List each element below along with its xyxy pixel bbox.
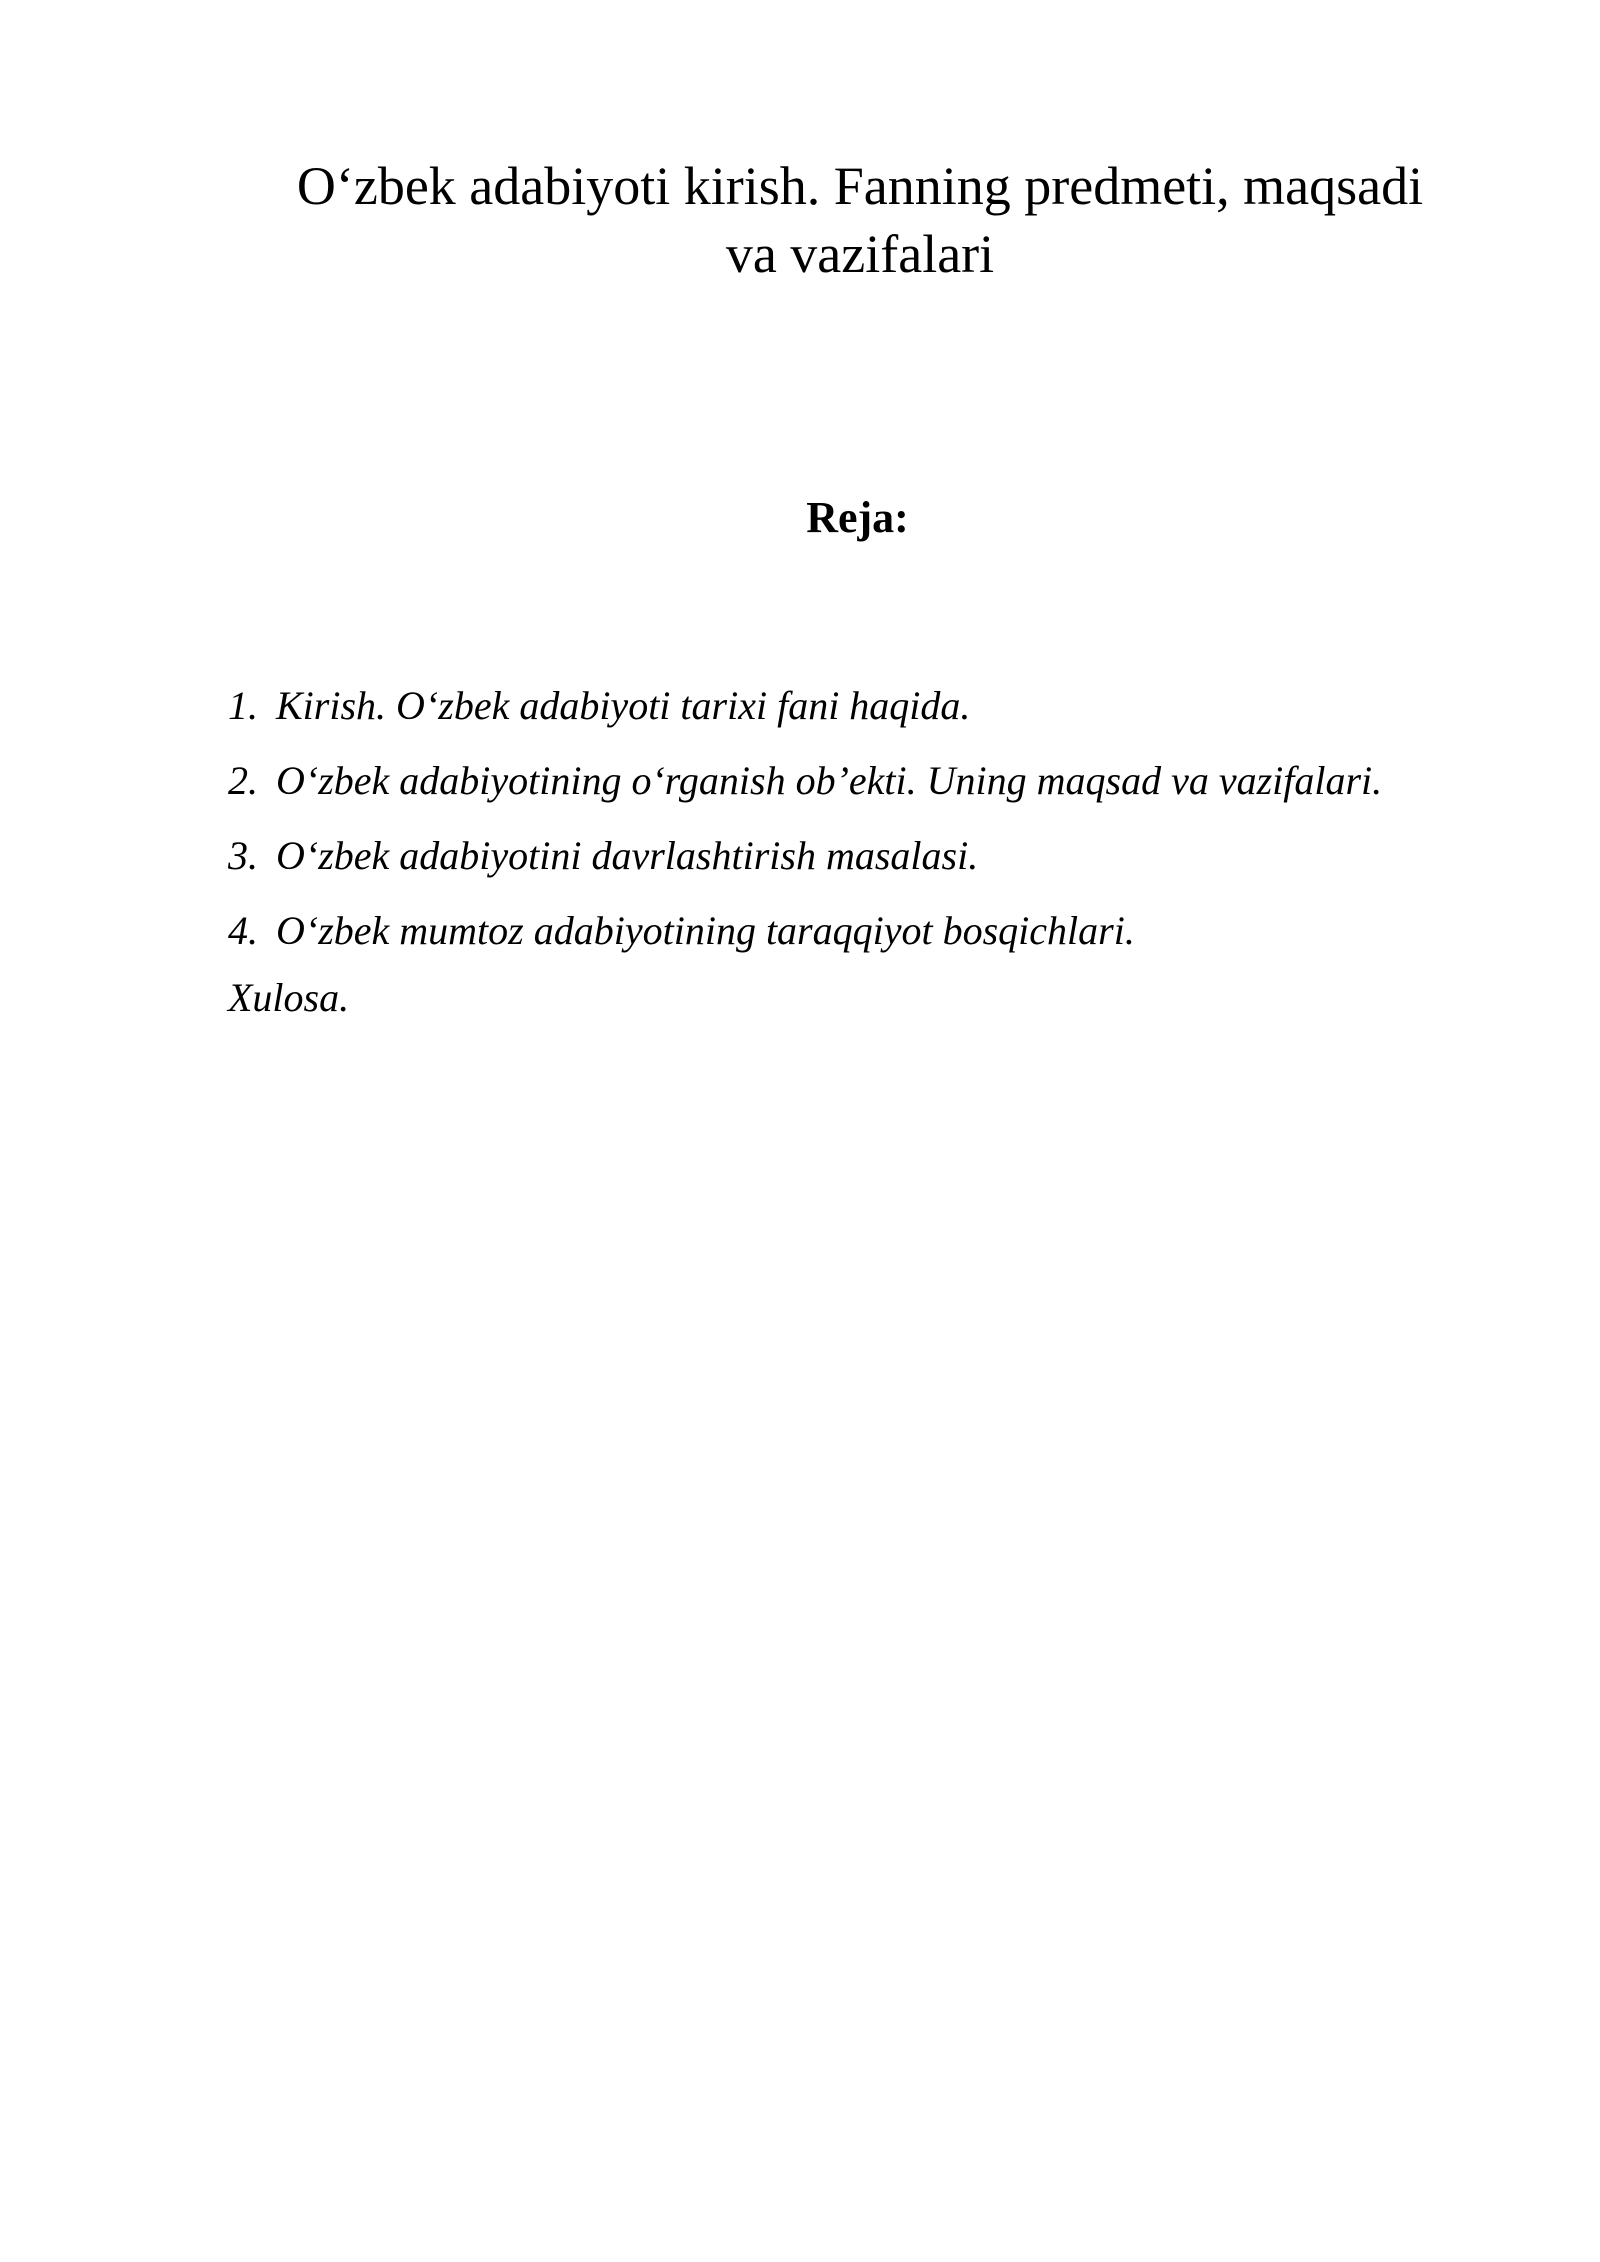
plan-item-number: 1. (228, 683, 258, 728)
plan-item-text: O‘zbek mumtoz adabiyotining taraqqiyot bosqichlari. (276, 908, 1135, 953)
plan-item-text: O‘zbek adabiyotini davrlashtirish masalasi. (276, 833, 979, 878)
plan-item-number: 4. (228, 908, 258, 953)
plan-item-number: 3. (228, 833, 258, 878)
plan-item-text: Kirish. O‘zbek adabiyoti tarixi fani haqida. (276, 683, 971, 728)
plan-item-text: O‘zbek adabiyotining o‘rganish ob’ekti. Uning maqsad va vazifalari. (276, 758, 1383, 803)
conclusion-label: Xulosa. (228, 975, 350, 1020)
plan-item (228, 893, 1382, 968)
title-line-1: O‘zbek adabiyoti kirish. Fanning predmeti, maqsadi (296, 156, 1424, 216)
plan-item (228, 818, 1382, 893)
title-line-2: va vazifalari (725, 224, 995, 284)
plan-heading: Reja: (806, 493, 909, 542)
document-title (220, 152, 1500, 288)
plan-item (228, 668, 1382, 743)
plan-item (228, 743, 1382, 818)
plan-item-number: 2. (228, 758, 258, 803)
plan-list (228, 668, 1382, 968)
